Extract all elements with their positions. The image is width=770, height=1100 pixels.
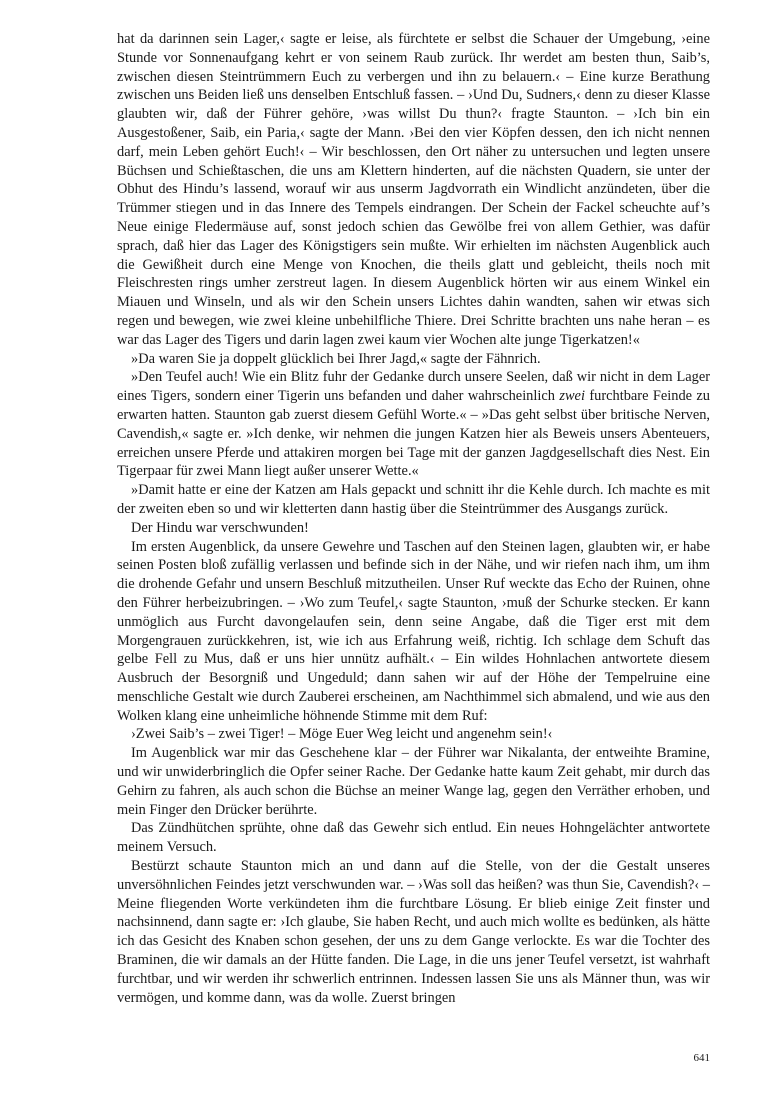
page-number: 641 [693, 1052, 710, 1064]
paragraph-3 [117, 368, 710, 481]
page-body [117, 30, 710, 1007]
paragraph-4: »Damit hatte er eine der Katzen am Hals gepackt und schnitt ihr die Kehle durch. Ich machte es mit der zweiten eben so und wir kletterten dann hastig über die Steintrümmer des Ausgangs zurück. [117, 482, 710, 517]
paragraph-3-part-2: furchtbare Feinde zu erwarten hatten. Staunton gab zuerst diesem Gefühl Worte.« – »Das geht selbst über britische Nerven, Cavendish,« sagte er. »Ich denke, wir nehmen die jungen Katzen hier als Beweis unsers Abenteuers, erreichen unsere Pferde und attakiren morgen bei Tage mit der ganzen Jagdgesellschaft dies Nest. Ein Tigerpaar für zwei Mann liegt außer unserer Wette.« [117, 388, 710, 480]
paragraph-8: Im Augenblick war mir das Geschehene klar – der Führer war Nikalanta, der entweihte Bramine, und wir unwiderbringlich die Opfer seiner Rache. Der Gedanke hatte kaum Zeit gehabt, mir durch das Gehirn zu fahren, als auch schon die Büchse an meiner Wange lag, gegen den Verräther erhoben, und mein Finger den Drücker berührte. [117, 745, 710, 818]
paragraph-9: Das Zündhütchen sprühte, ohne daß das Gewehr sich entlud. Ein neues Hohngelächter antwortete meinem Versuch. [117, 820, 710, 856]
paragraph-1: hat da darinnen sein Lager,‹ sagte er leise, als fürchtete er selbst die Schauer der Umgebung, ›eine Stunde vor Sonnenaufgang kehrt er von seinem Raub zurück. Ihr werdet am besten thun, Saib’s, zwischen diesen Steintrümmern Euch zu verbergen und ihn zu belauern.‹ – Eine kurze Berathung zwischen uns Beiden ließ uns denselben Entschluß fassen. – ›Und Du, Sudners,‹ denn zu dieser Klasse glaubten wir, daß der Führer gehöre, ›was willst Du thun?‹ fragte Staunton. – ›Ich bin ein Ausgestoßener, Saib, ein Paria,‹ sagte der Mann. ›Bei den vier Köpfen dessen, den ich nicht nennen darf, mein Leben gehört Euch!‹ – Wir beschlossen, den Ort näher zu untersuchen und legten unsere Büchsen und Schießtaschen, die uns am Klettern hinderten, auf die nächsten Quadern, sie unter der Obhut des Hindu’s lassend, worauf wir aus unserm Jagdvorrath ein Windlicht anzündeten, über die Trümmer stiegen und in das Innere des Tempels eindrangen. Der Schein der Fackel scheuchte auf’s Neue einige Fledermäuse auf, sonst jedoch schien das Gewölbe frei von allem Gethier, was dafür sprach, daß hier das Lager des Königstigers sein mußte. Wir erhielten im nächsten Augenblick auch die Gewißheit durch eine Menge von Knochen, die theils glatt und gebleicht, theils noch mit Fleischresten rings umher zerstreut lagen. In diesem Augenblick hörten wir aus einem Winkel ein Miauen und Winseln, und als wir den Schein unsers Lichtes dahin wandten, sahen wir etwas sich regen und bewegen, wie zwei kleine unbehilfliche Thiere. Drei Schritte brachten uns nahe heran – es war das Lager des Tigers und darin lagen zwei kaum vier Wochen alte junge Tigerkatzen!« [117, 31, 710, 348]
paragraph-3-part-1: »Den Teufel auch! Wie ein Blitz fuhr der Gedanke durch unsere Seelen, daß wir nicht in dem Lager eines Tigers, sondern einer Tigerin uns befanden und daher wahrscheinlich [117, 369, 710, 405]
paragraph-7: ›Zwei Saib’s – zwei Tiger! – Möge Euer Weg leicht und angenehm sein!‹ [131, 726, 553, 743]
paragraph-6: Im ersten Augenblick, da unsere Gewehre und Taschen auf den Steinen lagen, glaubten wir, er habe seinen Posten bloß zufällig verlassen und befinde sich in der Nähe, und wir riefen nach ihm, um ihm die drohende Gefahr und unsern Beschluß mitzutheilen. Unser Ruf weckte das Echo der Ruinen, ohne den Führer herbeizubringen. – ›Wo zum Teufel,‹ sagte Staunton, ›muß der Schurke stecken. Er kann unmöglich aus Furcht davongelaufen sein, denn seine Angabe, daß die Tiger erst mit dem Morgengrauen zurückkehren, ist, wie ich aus Erfahrung weiß, richtig. Ich schlage dem Schuft das gelbe Fell zu Mus, daß er uns hier unnütz aufhält.‹ – Ein wildes Hohnlachen antwortete diesem Ausbruch der Besorgniß und Ungeduld; dann sahen wir auf der Höhe der Tempelruine eine menschliche Gestalt wie durch Zauberei erscheinen, am Nachthimmel sich abmalend, und wie aus den Wolken klang eine unheimliche höhnende Stimme mit dem Ruf: [117, 538, 710, 724]
paragraph-5: Der Hindu war verschwunden! [131, 519, 309, 536]
paragraph-3-emphasis: zwei [559, 388, 585, 405]
paragraph-2: »Da waren Sie ja doppelt glücklich bei Ihrer Jagd,« sagte der Fähnrich. [131, 350, 541, 367]
paragraph-10: Bestürzt schaute Staunton mich an und dann auf die Stelle, von der die Gestalt unseres unversöhnlichen Feindes jetzt verschwunden war. – ›Was soll das heißen? was thun Sie, Cavendish?‹ – Meine fliegenden Worte verkündeten ihm die furchtbare Lösung. Er blieb einige Zeit finster und nachsinnend, dann sagte er: ›Ich glaube, Sie haben Recht, und auch mich wollte es bedünken, als hätte ich das Gesicht des Knaben schon gesehen, der uns zu dem Gange verlockte. Es war die Tochter des Braminen, die wir damals an der Hütte fanden. Die Lage, in die uns jener Teufel versetzt, ist wahrhaft furchtbar, und wir werden ihr schwerlich entrinnen. Indessen lassen Sie uns als Männer thun, was wir vermögen, und komme dann, was da wolle. Zuerst bringen [117, 858, 710, 1006]
